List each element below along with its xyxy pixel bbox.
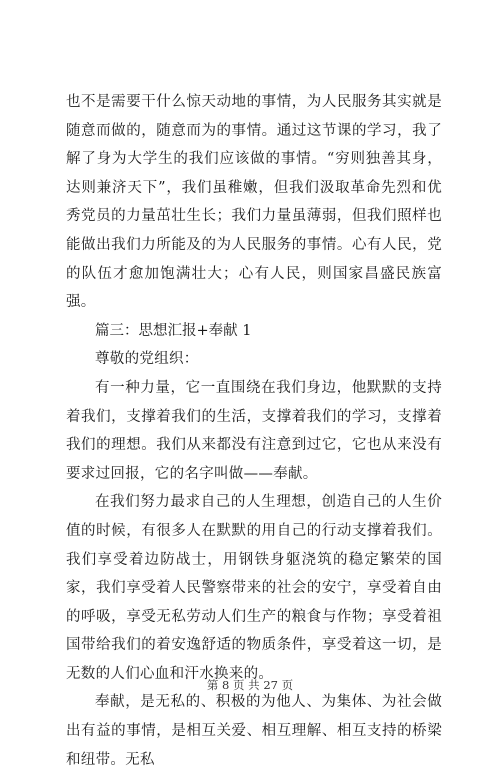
paragraph-ideals: 在我们努力最求自己的人生理想，创造自己的人生价值的时候，有很多人在默默的用自己的行动支撑着我们。我们享受着边防战士，用钢铁身躯浇筑的稳定繁荣的国家，我们享受着人民警察带来的社会的安宁，享受着自由的呼吸，享受无私劳动人们生产的粮食与作物；享受着祖国带给我们的着安逸舒适的物质条件，享受着这一切，是无数的人们心血和汗水换来的。 — [66, 494, 442, 682]
document-body — [66, 88, 442, 774]
salutation: 尊敬的党组织： — [95, 351, 199, 368]
paragraph-continuation: 也不是需要干什么惊天动地的事情，为人民服务其实就是随意而做的，随意而为的事情。通过这节课的学习，我了解了身为大学生的我们应该做的事情。“穷则独善其身，达则兼济天下”，我们虽稚嫩，但我们汲取革命先烈和优秀党员的力量茁壮生长；我们力量虽薄弱，但我们照样也能做出我们力所能及的为人民服务的事情。心有人民，党的队伍才愈加饱满壮大；心有人民，则国家昌盛民族富强。 — [66, 94, 442, 311]
paragraph-dedication: 奉献，是无私的、积极的为他人、为集体、为社会做出有益的事情，是相互关爱、相互理解、相互支持的桥梁和纽带。无私 — [66, 694, 442, 768]
section-heading: 篇三：思想汇报+奉献 1 — [95, 322, 252, 339]
paragraph-strength: 有一种力量，它一直围绕在我们身边，他默默的支持着我们，支撑着我们的生活，支撑着我们的学习，支撑着我们的理想。我们从来都没有注意到过它，它也从来没有要求过回报，它的名字叫做——奉献。 — [66, 379, 442, 482]
page-footer: 第 8 页 共 27 页 — [206, 678, 294, 692]
